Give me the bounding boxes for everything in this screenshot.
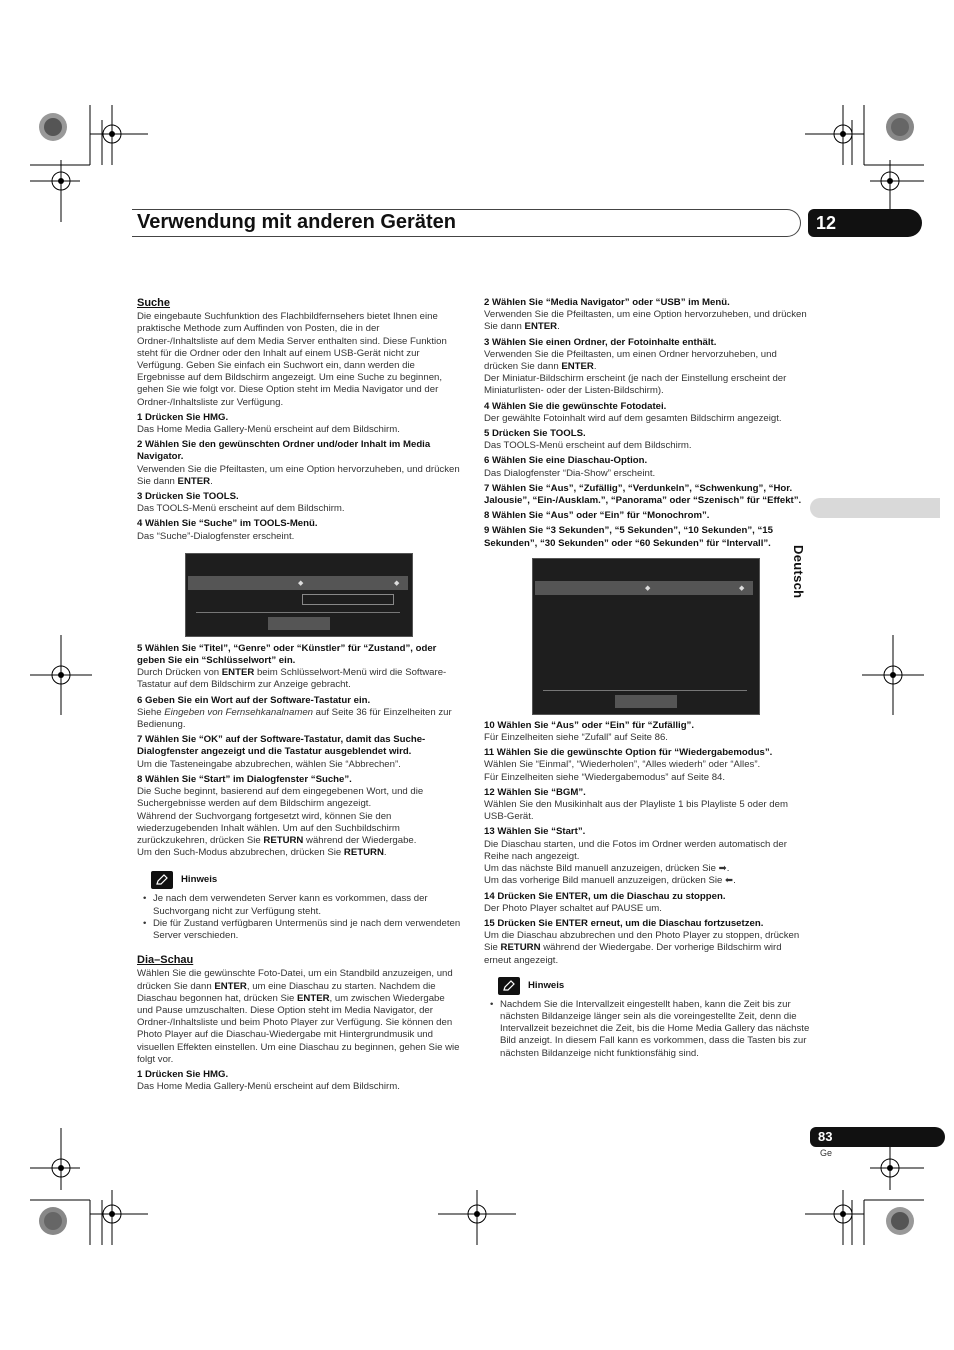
note-title: Hinweis	[528, 979, 565, 991]
step-2: 2 Wählen Sie den gewünschten Ordner und/oder Inhalt im Media Navigator.	[137, 439, 431, 463]
step-3-body: Das TOOLS-Menü erscheint auf dem Bildschirm.	[137, 503, 345, 515]
suche-intro: Die eingebaute Suchfunktion des Flachbildfernsehers bietet Ihnen eine praktische Methode zum Auffinden von Posten, die in der Ordner-/Inhaltsliste auf dem Media Server enthalten sind. Diese Funktion steht für die Ordner oder den Inhalt auf einem USB-Gerät nicht zur Verfügung. Geben Sie einfach ein Suchwort ein, dann werden die Ergebnisse auf dem Bildschirm angezeigt. Um eine Suche zu beginnen, gehen Sie wie folgt vor. Diese Option steht im Media Navigator und der Ordner-/Inhaltsliste zur Verfügung.	[137, 311, 447, 408]
arrow-right-icon: ◆	[739, 584, 745, 592]
chapter-number: 12	[808, 209, 922, 237]
step-3: 3 Wählen Sie einen Ordner, der Fotoinhalte enthält.	[484, 336, 717, 348]
step-3: 3 Drücken Sie TOOLS.	[137, 491, 239, 503]
section-heading-suche: Suche	[137, 297, 171, 309]
step-8-body-a: Die Suche beginnt, basierend auf dem eingegebenen Wort, und die Suchergebnisse werden auf dem Bildschirm angezeigt.	[137, 786, 424, 810]
arrow-left-icon: ◆	[645, 584, 651, 592]
page-title: Verwendung mit anderen Geräten	[137, 211, 456, 233]
step-2-body: Verwenden Sie die Pfeiltasten, um eine Option hervorzuheben, und drücken Sie dann ENTER.	[137, 463, 460, 487]
step-6-body: Siehe Eingeben von Fernsehkanalnamen auf Seite 36 für Einzelheiten zur Bedienung.	[137, 706, 452, 731]
step-15-body: Um die Diaschau abzubrechen und den Photo Player zu stoppen, drücken Sie RETURN während der Wiedergabe. Der vorherige Bildschirm wird erneut angezeigt.	[484, 930, 800, 966]
step-4: 4 Wählen Sie die gewünschte Fotodatei.	[484, 400, 667, 412]
step-4-body: Der gewählte Fotoinhalt wird auf dem gesamten Bildschirm angezeigt.	[484, 412, 782, 424]
arrow-left-icon: ◆	[298, 579, 304, 587]
diaschau-step-1: 1 Drücken Sie HMG.	[137, 1068, 229, 1080]
step-1: 1 Drücken Sie HMG.	[137, 411, 229, 423]
step-1-body: Das Home Media Gallery-Menü erscheint auf dem Bildschirm.	[137, 424, 400, 436]
pencil-note-icon	[498, 977, 520, 995]
diaschau-step-1-body: Das Home Media Gallery-Menü erscheint auf dem Bildschirm.	[137, 1081, 400, 1093]
step-13-body-a: Die Diaschau starten, und die Fotos im Ordner werden automatisch der Reihe nach angezeigt.	[484, 838, 787, 862]
note-item: • Die für Zustand verfügbaren Untermenüs sind je nach dem verwendeten Server verschieden.	[137, 918, 463, 942]
step-4-body: Das “Suche”-Dialogfenster erscheint.	[137, 530, 295, 542]
step-8: 8 Wählen Sie “Aus” oder “Ein” für “Monochrom”.	[484, 510, 710, 522]
step-8: 8 Wählen Sie “Start” im Dialogfenster “Suche”.	[137, 773, 352, 785]
step-5: 5 Drücken Sie TOOLS.	[484, 428, 586, 440]
language-code: Ge	[820, 1148, 833, 1158]
step-14-body: Der Photo Player schaltet auf PAUSE um.	[484, 902, 662, 914]
step-8-body-d: Um den Such-Modus abzubrechen, drücken Sie RETURN.	[137, 847, 387, 859]
step-13-body-b: Um das nächste Bild manuell anzuzeigen, drücken Sie ➡.	[484, 863, 730, 875]
slideshow-dialog-screenshot	[532, 558, 760, 715]
step-7-body: Um die Tasteneingabe abzubrechen, wählen Sie “Abbrechen”.	[137, 758, 401, 770]
step-11-body-b: Für Einzelheiten siehe “Wiedergabemodus” auf Seite 84.	[484, 771, 726, 783]
step-10: 10 Wählen Sie “Aus” oder “Ein” für “Zufällig”.	[484, 719, 695, 731]
step-12: 12 Wählen Sie “BGM”.	[484, 786, 586, 798]
step-2: 2 Wählen Sie “Media Navigator” oder “USB” im Menü.	[484, 297, 730, 308]
step-15: 15 Drücken Sie ENTER erneut, um die Diaschau fortzusetzen.	[484, 917, 764, 929]
step-11-body-a: Wählen Sie “Einmal”, “Wiederholen”, “Alles wiederh” oder “Alles”.	[484, 759, 761, 771]
step-3-body-b: Der Miniatur-Bildschirm erscheint (je nach der Einstellung erscheint der Miniaturlisten- oder der Listen-Bildschirm).	[484, 373, 787, 397]
search-dialog-screenshot	[185, 553, 413, 637]
section-heading-diaschau: Dia–Schau	[137, 954, 194, 967]
language-label: Deutsch	[791, 545, 806, 599]
arrow-right-icon: ◆	[394, 579, 400, 587]
right-column	[484, 297, 810, 1060]
language-tab	[810, 498, 940, 518]
pencil-note-icon	[151, 871, 173, 889]
step-7: 7 Wählen Sie “OK” auf der Software-Tastatur, damit das Suche-Dialogfenster angezeigt und die Tastatur ausgeblendet wird.	[137, 734, 426, 758]
arrow-right-icon: ➡	[718, 863, 727, 875]
step-2-body: Verwenden Sie die Pfeiltasten, um eine Option hervorzuheben, und drücken Sie dann ENTER.	[484, 309, 807, 333]
step-6-body: Das Dialogfenster “Dia-Show” erscheint.	[484, 467, 656, 479]
step-7: 7 Wählen Sie “Aus”, “Zufällig”, “Verdunkeln”, “Schwenkung”, “Hor. Jalousie”, “Ein-/Ausklam.”, “Panorama” oder “Szenisch” für “Effekt”.	[484, 482, 802, 507]
left-column	[137, 297, 463, 1093]
step-13: 13 Wählen Sie “Start”.	[484, 826, 586, 838]
note-header	[498, 977, 810, 995]
step-5: 5 Wählen Sie “Titel”, “Genre” oder “Künstler” für “Zustand”, oder geben Sie ein “Schlüsselwort” ein.	[137, 642, 437, 667]
step-5-body: Das TOOLS-Menü erscheint auf dem Bildschirm.	[484, 440, 692, 452]
step-14: 14 Drücken Sie ENTER, um die Diaschau zu stoppen.	[484, 890, 726, 902]
step-8-body-b: Während der Suchvorgang fortgesetzt wird, können Sie den wiederzugebenden Inhalt wählen. Um auf den Suchbildschirm zurückzukehren, drücken Sie RETURN während der Wiedergabe.	[137, 810, 417, 846]
note-title: Hinweis	[181, 874, 218, 886]
step-5-body: Durch Drücken von ENTER beim Schlüsselwort-Menü wird die Software-Tastatur auf dem Bildschirm zur Anzeige gebracht.	[137, 667, 447, 691]
step-9: 9 Wählen Sie “3 Sekunden”, “5 Sekunden”, “10 Sekunden”, “15 Sekunden”, “30 Sekunden” oder “60 Sekunden” für “Intervall”.	[484, 525, 773, 549]
step-4: 4 Wählen Sie “Suche” im TOOLS-Menü.	[137, 518, 318, 530]
note-item: • Nachdem Sie die Intervallzeit eingestellt haben, kann die Zeit bis zur nächsten Bildanzeige länger sein als die voreingestellte Zeit, denn die Intervallzeit bezeichnet die Zeit, bis die Home Media Gallery das nächste Bild anzeigt. In diesem Fall kann es vorkommen, dass die Tasten bis zur nächsten Bildanzeige nicht funktionsfähig sind.	[484, 999, 810, 1060]
page-number: 83	[810, 1127, 945, 1147]
note-header	[151, 871, 463, 889]
step-13-body-c: Um das vorherige Bild manuell anzuzeigen, drücken Sie ⬅.	[484, 875, 736, 887]
step-6: 6 Geben Sie ein Wort auf der Software-Tastatur ein.	[137, 694, 371, 706]
step-12-body: Wählen Sie den Musikinhalt aus der Playliste 1 bis Playliste 5 oder dem USB-Gerät.	[484, 799, 788, 823]
note-item: • Je nach dem verwendeten Server kann es vorkommen, dass der Suchvorgang nicht zur Verfügung steht.	[137, 893, 463, 917]
step-6: 6 Wählen Sie eine Diaschau-Option.	[484, 455, 648, 467]
step-11: 11 Wählen Sie die gewünschte Option für “Wiedergabemodus”.	[484, 747, 773, 759]
arrow-left-icon: ⬅	[725, 875, 734, 887]
step-10-body: Für Einzelheiten siehe “Zufall” auf Seite 86.	[484, 732, 668, 744]
step-3-body: Verwenden Sie die Pfeiltasten, um einen Ordner hervorzuheben, und drücken Sie dann ENTER.	[484, 348, 777, 373]
diaschau-intro: Wählen Sie die gewünschte Foto-Datei, um ein Standbild anzuzeigen, und drücken Sie dann ENTER, um eine Diaschau zu starten. Nachdem die Diaschau begonnen hat, drücken Sie ENTER, um zwischen Wiedergabe und Pause umzuschalten. Diese Option steht im Media Navigator, der Ordner-/Inhaltsliste und beim Photo Player zur Verfügung. Sie können den Photo Player auf die Diaschau-Wiedergabe mit Hintergrundmusik und visuellen Effekten einstellen. Um eine Diaschau zu beginnen, gehen Sie wie folgt vor.	[137, 968, 460, 1065]
